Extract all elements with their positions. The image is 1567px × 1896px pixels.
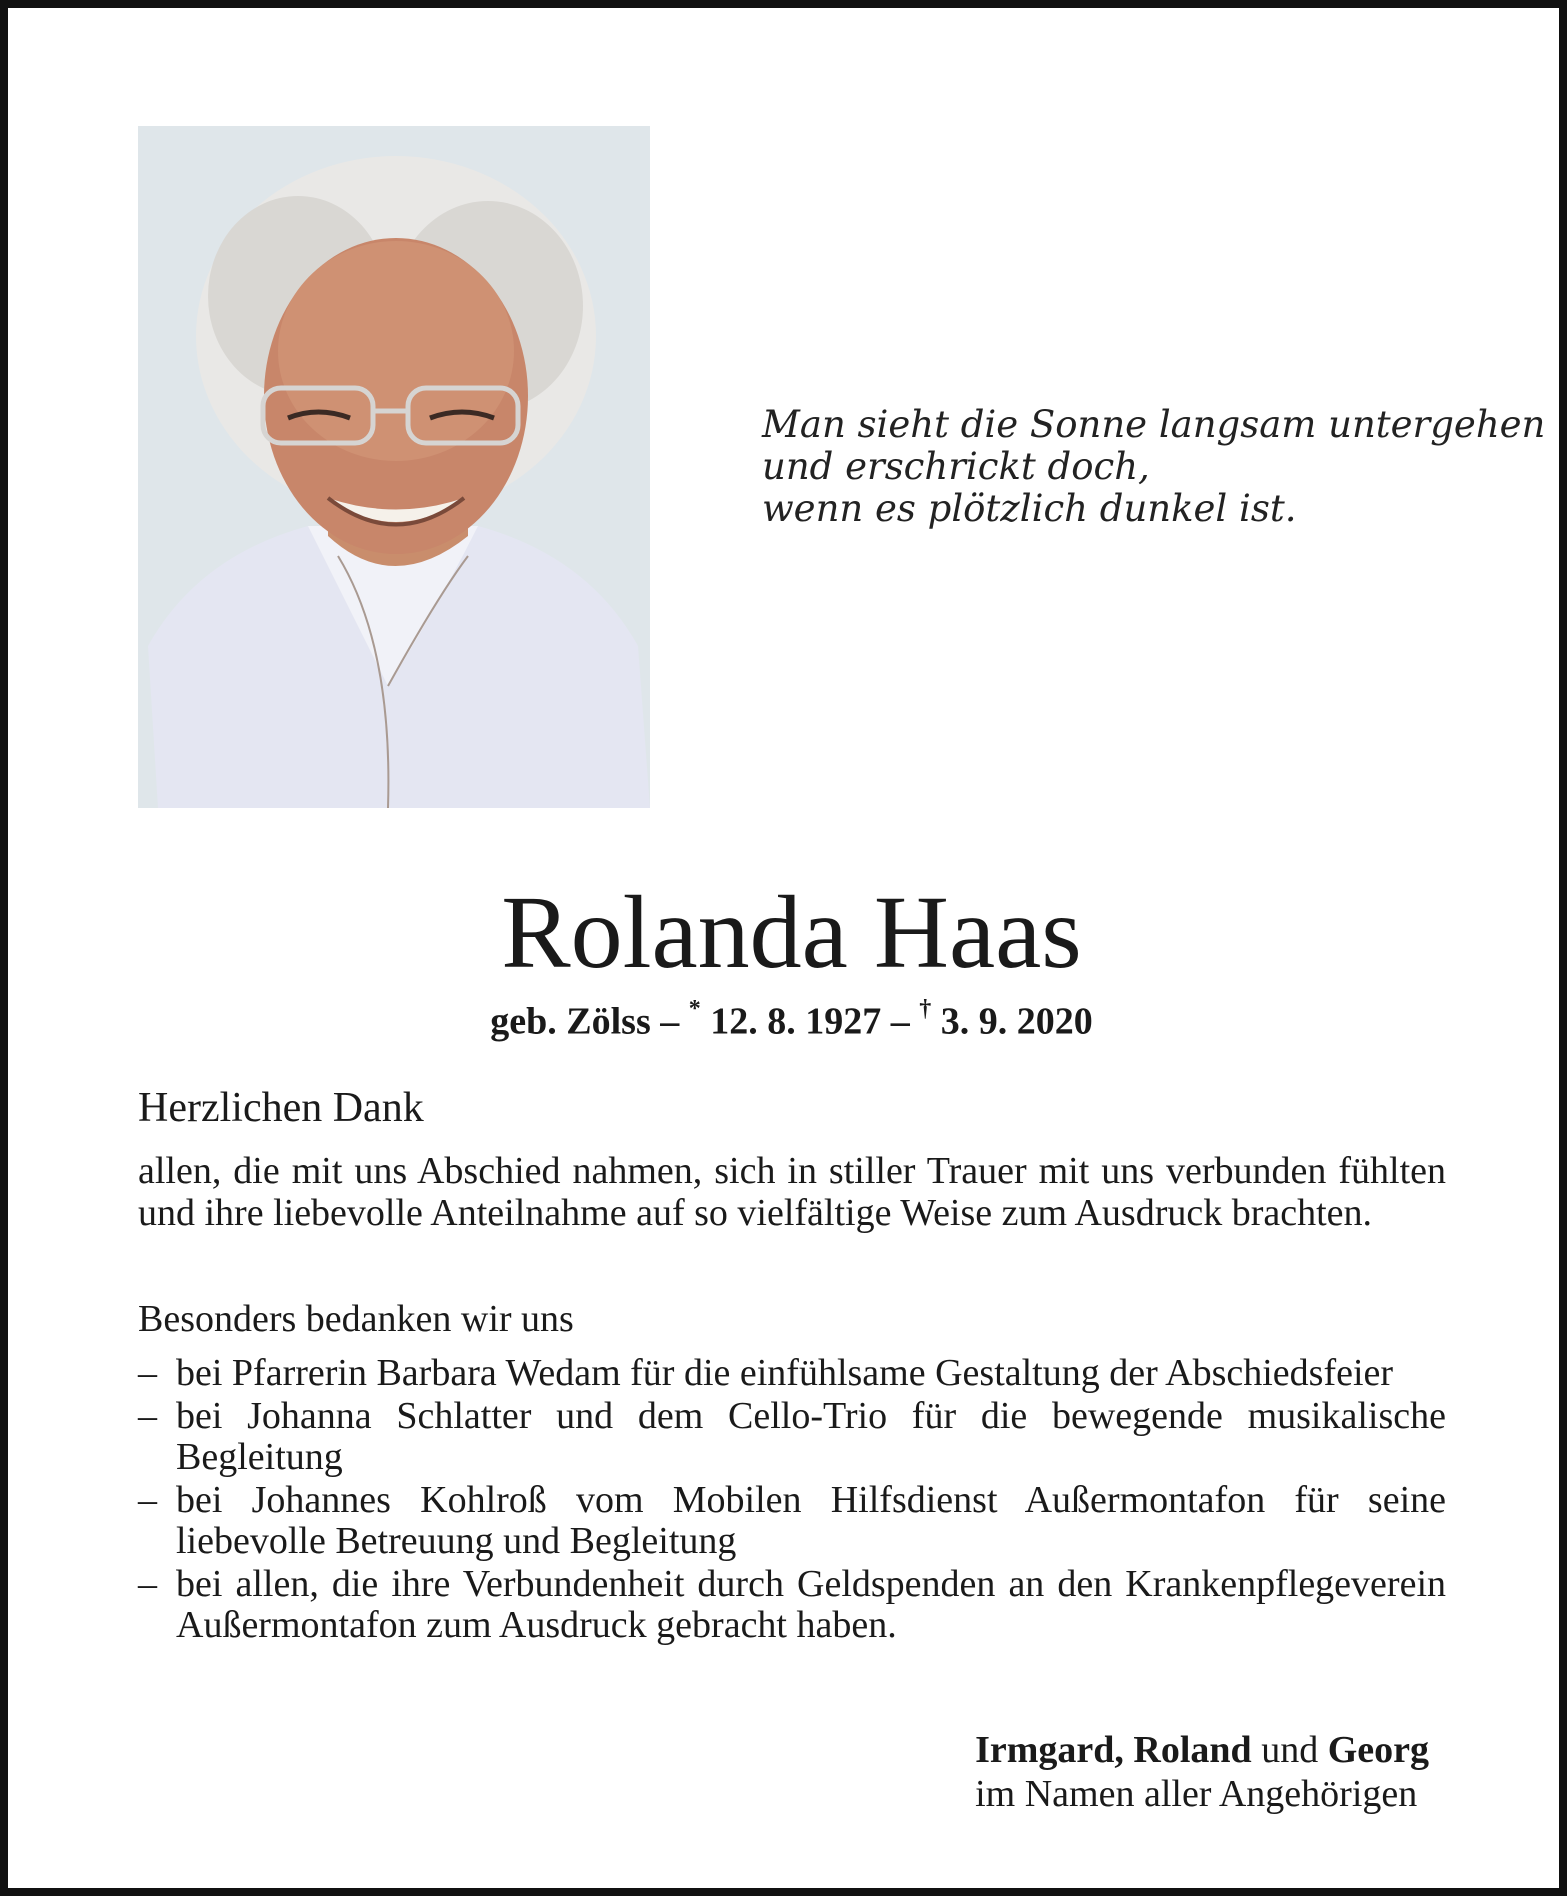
death-symbol: † — [919, 996, 932, 1022]
list-item-text: bei Johannes Kohlroß vom Mobilen Hilfsdienst Außermontafon für seine liebevolle Betreuung und Begleitung — [176, 1479, 1446, 1562]
list-item-text: bei allen, die ihre Verbundenheit durch Geldspenden an den Krankenpflegeverein Außermontafon zum Ausdruck gebracht haben. — [176, 1563, 1446, 1646]
dash-bullet: – — [138, 1563, 157, 1605]
birth-name: geb. Zölss — [490, 1000, 651, 1043]
dash-bullet: – — [138, 1352, 157, 1394]
birth-date: 12. 8. 1927 — [710, 1000, 882, 1043]
life-dates: geb. Zölss – * 12. 8. 1927 – † 3. 9. 2020 — [490, 996, 1093, 1043]
dash-bullet: – — [138, 1395, 157, 1437]
signer-conjunction: und — [1261, 1729, 1319, 1771]
list-item-text: bei Pfarrerin Barbara Wedam für die einfühlsame Gestaltung der Abschiedsfeier — [176, 1352, 1394, 1394]
motto-quote — [762, 403, 1546, 530]
signer-name: Georg — [1327, 1729, 1429, 1771]
special-thanks-heading: Besonders bedanken wir uns — [138, 1298, 574, 1340]
list-item-text: bei Johanna Schlatter und dem Cello-Trio für die bewegende musikalische Begleitung — [176, 1395, 1446, 1478]
motto-line: Man sieht die Sonne langsam untergehen — [762, 403, 1546, 446]
birth-symbol: * — [688, 996, 701, 1022]
deceased-name: Rolanda Haas — [501, 875, 1082, 990]
dash-bullet: – — [138, 1479, 157, 1521]
signer-names — [975, 1728, 1429, 1772]
motto-line: wenn es plötzlich dunkel ist. — [762, 487, 1297, 530]
signer-subtitle: im Namen aller Angehörigen — [975, 1773, 1418, 1815]
portrait-photo — [138, 126, 650, 808]
signer-name: Irmgard, — [975, 1729, 1124, 1771]
list-item — [138, 1480, 1446, 1562]
thanks-intro: allen, die mit uns Abschied nahmen, sich in stiller Trauer mit uns verbunden fühlten und ihre liebevolle Anteilnahme auf so vielfältige Weise zum Ausdruck brachten. — [138, 1150, 1446, 1234]
thanks-heading: Herzlichen Dank — [138, 1085, 424, 1131]
death-date: 3. 9. 2020 — [940, 1000, 1093, 1043]
list-item — [138, 1564, 1446, 1646]
list-item — [138, 1353, 1446, 1394]
list-item — [138, 1396, 1446, 1478]
motto-line: und erschrickt doch, — [762, 445, 1150, 488]
portrait-illustration — [138, 126, 650, 808]
signature-block — [975, 1728, 1429, 1816]
signer-name: Roland — [1133, 1729, 1252, 1771]
thanks-list — [138, 1353, 1446, 1648]
